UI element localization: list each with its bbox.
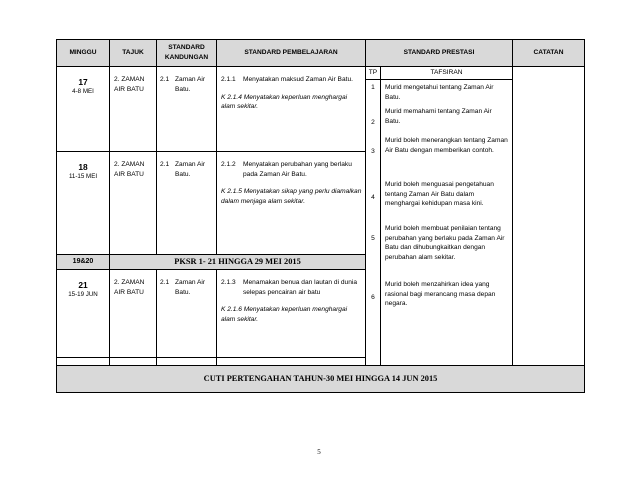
- week-date: 15-19 JUN: [68, 291, 98, 299]
- tp-level-number: 1: [371, 84, 375, 91]
- sk-text: Zaman Air Batu.: [175, 161, 206, 178]
- catatan-cell: [513, 67, 585, 366]
- week-number: 17: [78, 77, 88, 87]
- tp-level-desc: Murid memahami tentang Zaman Air Batu.: [385, 108, 492, 125]
- sk-text: Zaman Air Batu.: [175, 76, 206, 93]
- sp-number: 2.1.3: [221, 279, 236, 286]
- standard-prestasi-cell: [366, 67, 513, 366]
- pembelajaran-cell: [217, 270, 366, 358]
- pembelajaran-cell: [217, 67, 366, 152]
- sk-number: 2.1: [160, 279, 170, 286]
- header-minggu: MINGGU: [57, 40, 110, 67]
- sp-text: Menyatakan maksud Zaman Air Batu.: [243, 76, 353, 83]
- kandungan-cell: [157, 67, 217, 152]
- tp-level-number: 6: [371, 294, 375, 301]
- page-number: 5: [317, 448, 321, 456]
- header-catatan: CATATAN: [513, 40, 585, 67]
- tp-level-desc: Murid boleh menerangkan tentang Zaman Air Batu dengan memberikan contoh.: [385, 137, 508, 154]
- header-tajuk: TAJUK: [110, 40, 157, 67]
- pksr-week: 19&20: [57, 255, 110, 270]
- tp-level-desc: Murid mengetahui tentang Zaman Air Batu.: [385, 84, 494, 101]
- pksr-text: PKSR 1- 21 HINGGA 29 MEI 2015: [110, 255, 366, 270]
- tp-level-number: 2: [371, 119, 375, 126]
- tajuk-cell: 2. ZAMAN AIR BATU: [110, 152, 157, 255]
- table-row: [57, 67, 585, 152]
- tajuk-cell: 2. ZAMAN AIR BATU: [110, 270, 157, 358]
- week-cell: [57, 152, 110, 255]
- tp-level-desc: Murid boleh membuat penilaian tentang perubahan yang berlaku pada Zaman Air Batu dan dihubungkaitkan dengan perubahan alam sekitar.: [385, 225, 505, 261]
- tp-level-number: 3: [371, 148, 375, 155]
- cuti-row: [57, 366, 585, 393]
- week-number: 18: [78, 162, 88, 172]
- week-cell: [57, 270, 110, 358]
- sp-elemen-merentas: K 2.1.4 Menyatakan keperluan menghargai alam sekitar.: [221, 93, 348, 111]
- sk-number: 2.1: [160, 161, 170, 168]
- sp-text: Menamakan benua dan lautan di dunia selepas pencairan air batu: [243, 279, 358, 296]
- sk-number: 2.1: [160, 76, 170, 83]
- header-standard-prestasi: STANDARD PRESTASI: [366, 40, 513, 67]
- sp-number: 2.1.1: [221, 76, 236, 83]
- sp-text: Menyatakan perubahan yang berlaku pada Zaman Air Batu.: [243, 161, 352, 178]
- week-date: 11-15 MEI: [68, 173, 98, 181]
- tafsiran-header: TAFSIRAN: [430, 69, 463, 76]
- header-row: [57, 40, 585, 67]
- pembelajaran-cell: [217, 152, 366, 255]
- header-standard-kandungan: STANDARD KANDUNGAN: [157, 40, 217, 67]
- tp-level-desc: Murid boleh menzahirkan idea yang rasional bagi merancang masa depan negara.: [385, 281, 496, 308]
- week-cell: [57, 67, 110, 152]
- week-date: 4-8 MEI: [72, 88, 94, 96]
- tajuk-cell: 2. ZAMAN AIR BATU: [110, 67, 157, 152]
- kandungan-cell: [157, 152, 217, 255]
- tp-level-number: 5: [371, 235, 375, 242]
- sp-number: 2.1.2: [221, 161, 236, 168]
- tp-level-desc: Murid boleh menguasai pengetahuan tentang Zaman Air Batu dalam menghargai kehidupan masa kini.: [385, 181, 494, 208]
- kandungan-cell: [157, 270, 217, 358]
- lesson-plan-table: [56, 39, 585, 393]
- tp-header: TP: [366, 67, 381, 79]
- header-standard-pembelajaran: STANDARD PEMBELAJARAN: [217, 40, 366, 67]
- tp-level-number: 4: [371, 194, 375, 201]
- week-number: 21: [78, 280, 88, 290]
- cuti-text: CUTI PERTENGAHAN TAHUN-30 MEI HINGGA 14 JUN 2015: [57, 366, 585, 393]
- sp-elemen-merentas: K 2.1.5 Menyatakan sikap yang perlu diamalkan dalam menjaga alam sekitar.: [221, 188, 362, 205]
- sp-elemen-merentas: K 2.1.6 Menyatakan keperluan menghargai alam sekitar.: [221, 306, 348, 323]
- sk-text: Zaman Air Batu.: [175, 279, 206, 296]
